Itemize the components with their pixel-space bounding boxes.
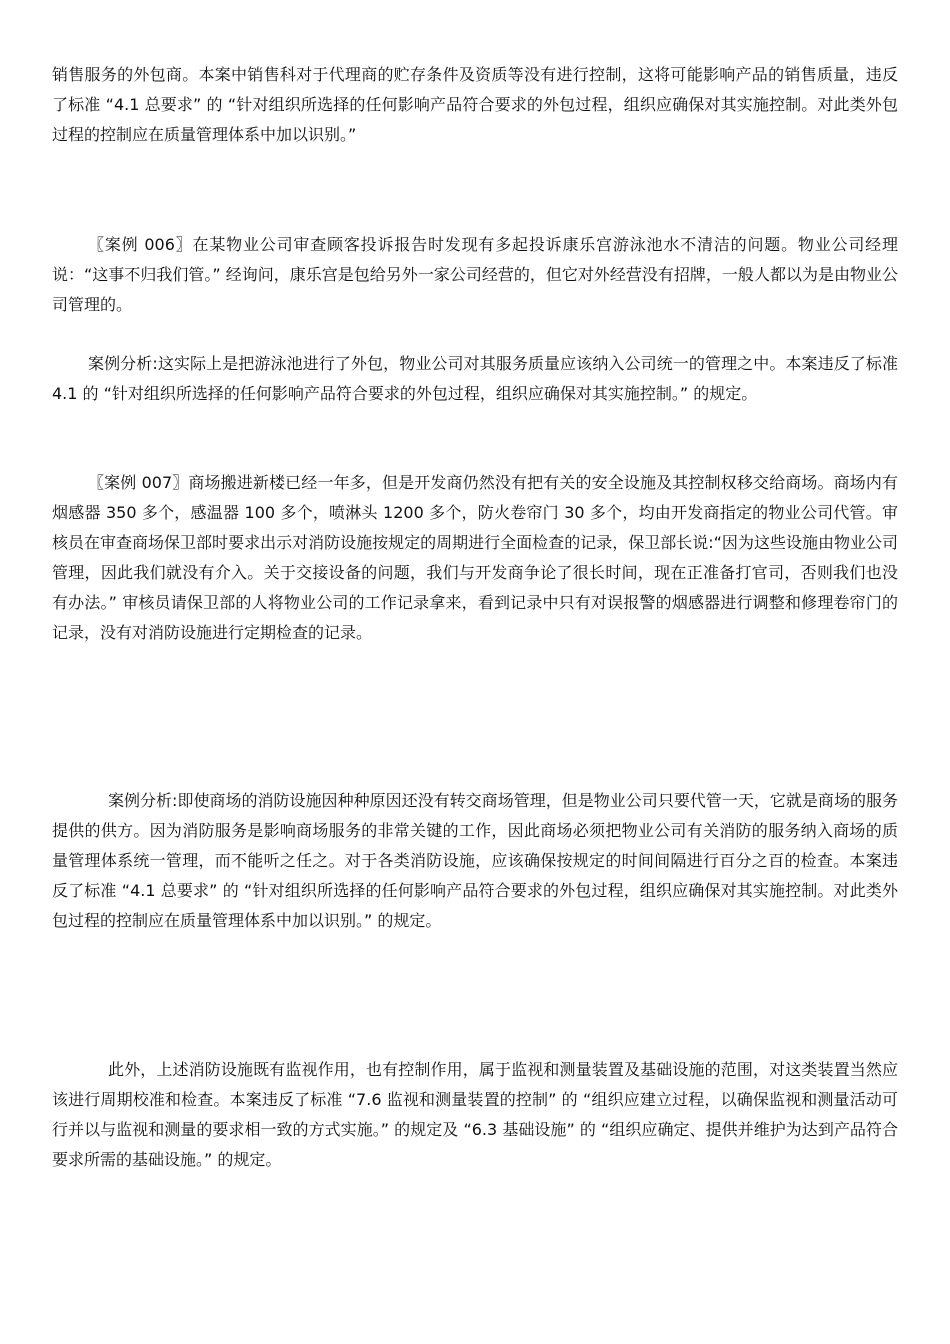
paragraph-case-007-analysis: 案例分析:即使商场的消防设施因种种原因还没有转交商场管理，但是物业公司只要代管一天，它就是商场的服务提供的供方。因为消防服务是影响商场服务的非常关键的工作，因此商场必须把物业公司有关消防的服务纳入商场的质量管理体系统一管理，而不能听之任之。对于各类消防设施，应该确保按规定的时间间隔进行百分之百的检查。本案违反了标准 “4.1 总要求” 的 “针对组织所选择的任何影响产品符合要求的外包过程，组织应确保对其实施控制。对此类外包过程的控制应在质量管理体系中加以识别。” 的规定。 <box>52 791 898 930</box>
paragraph-sales-outsourcing: 销售服务的外包商。本案中销售科对于代理商的贮存条件及资质等没有进行控制，这将可能影响产品的销售质量，违反了标准 “4.1 总要求” 的 “针对组织所选择的任何影响产品符合要求的外包过程，组织应确保对其实施控制。对此类外包过程的控制应在质量管理体系中加以识别。” <box>52 65 898 144</box>
paragraph-additional-analysis: 此外，上述消防设施既有监视作用，也有控制作用，属于监视和测量装置及基础设施的范围，对这类装置当然应该进行周期校准和检查。本案违反了标准 “7.6 监视和测量装置的控制” 的 “组织应建立过程，以确保监视和测量活动可行并以与监视和测量的要求相一致的方式实施。” 的规定及 “6.3 基础设施” 的 “组织应确定、提供并维护为达到产品符合要求所需的基础设施。” 的规定。 <box>52 1060 898 1169</box>
paragraph-case-007: 〖案例 007〗商场搬进新楼已经一年多，但是开发商仍然没有把有关的安全设施及其控制权移交给商场。商场内有烟感器 350 多个，感温器 100 多个，喷淋头 1200 多个，防火卷帘门 30 多个，均由开发商指定的物业公司代管。审核员在审查商场保卫部时要求出示对消防设施按规定的周期进行全面检查的记录，保卫部长说:“因为这些设施由物业公司管理，因此我们就没有介入。关于交接设备的问题，我们与开发商争论了很长时间，现在正准备打官司，否则我们也没有办法。” 审核员请保卫部的人将物业公司的工作记录拿来，看到记录中只有对误报警的烟感器进行调整和修理卷帘门的记录，没有对消防设施进行定期检查的记录。 <box>52 473 898 642</box>
paragraph-case-006-analysis: 案例分析:这实际上是把游泳池进行了外包，物业公司对其服务质量应该纳入公司统一的管理之中。本案违反了标准 4.1 的 “针对组织所选择的任何影响产品符合要求的外包过程，组织应确保对其实施控制。” 的规定。 <box>52 354 898 403</box>
paragraph-case-006: 〖案例 006〗在某物业公司审查顾客投诉报告时发现有多起投诉康乐宫游泳池水不清洁的问题。物业公司经理说：“这事不归我们管。” 经询问，康乐宫是包给另外一家公司经营的，但它对外经营没有招牌，一般人都以为是由物业公司管理的。 <box>52 235 898 314</box>
